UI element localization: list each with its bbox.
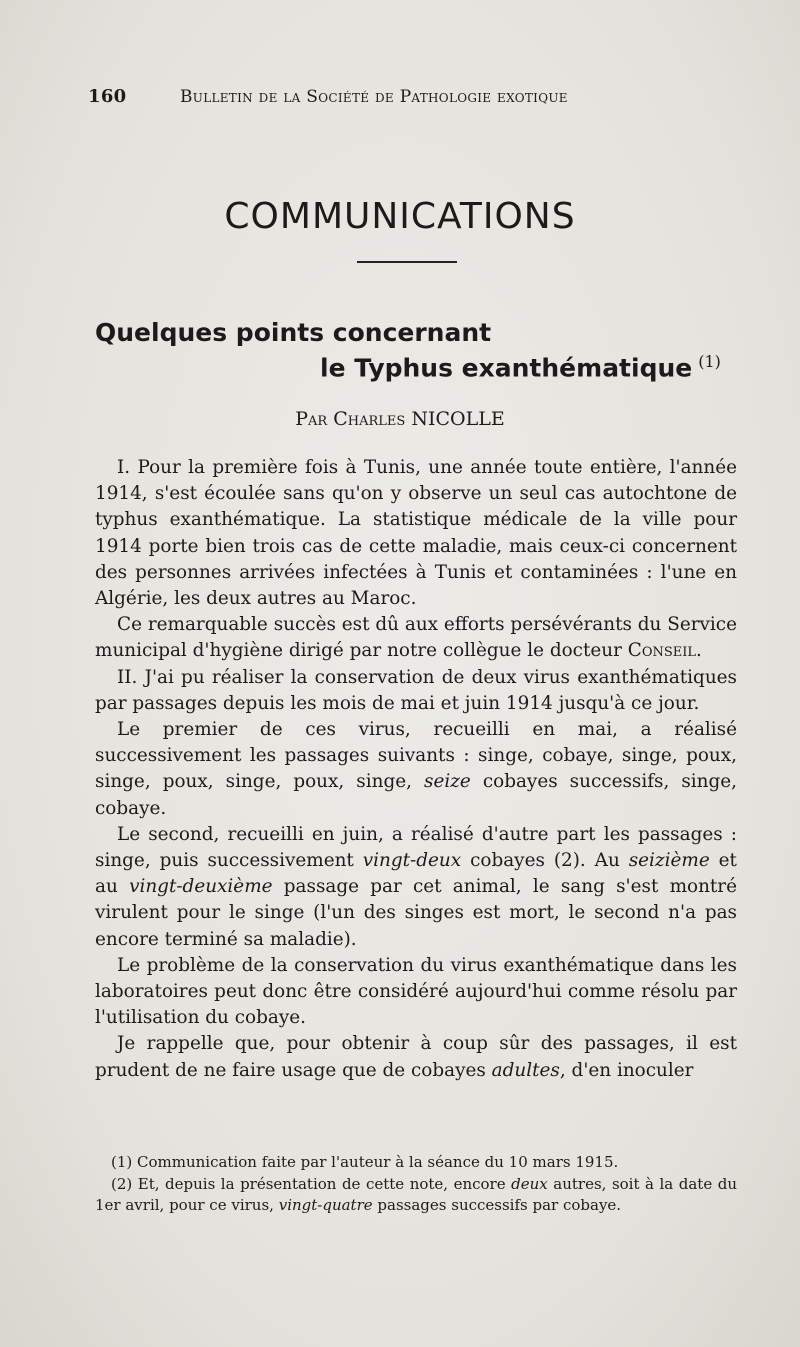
article-title-line-2 — [320, 352, 721, 382]
author-line — [0, 408, 800, 430]
paragraph-2-name: Conseil. — [627, 640, 702, 662]
paragraph-5 — [95, 822, 737, 953]
paragraph-3: II. J'ai pu réaliser la conservation de deux virus exanthématiques par passages depuis les mois de mai et juin 1914 jusqu'à ce jour. — [95, 666, 737, 714]
paragraph-7 — [95, 1031, 737, 1083]
paragraph-5-text-a: Le second, recueilli en juin, a réalisé d'autre part les passages : singe, puis successivement — [95, 823, 737, 872]
paragraph-4 — [95, 717, 737, 822]
paragraph-4-text-b: cobayes successifs, singe, cobaye. — [95, 771, 737, 819]
title-footnote-ref: (1) — [698, 352, 721, 371]
paragraph-5-text-b: cobayes (2). Au — [470, 850, 620, 872]
author-surname: NICOLLE — [411, 408, 505, 430]
footnote-1: (1) Communication faite par l'auteur à la séance du 10 mars 1915. — [111, 1153, 619, 1171]
paragraph-5-text-c: et au — [95, 850, 737, 898]
author-by: Par Charles — [295, 408, 406, 430]
footnotes — [95, 1152, 737, 1217]
footnote-2-italic-2: vingt-quatre — [278, 1196, 373, 1214]
footnote-2-text-c: passages successifs par cobaye. — [377, 1196, 622, 1214]
paragraph-4-text-a: Le premier de ces virus, recueilli en mai, a réalisé successivement les passages suivants : singe, cobaye, singe, poux, singe, poux, singe, poux, singe, — [95, 719, 737, 793]
article-title-line-1: Quelques points concernant — [95, 318, 492, 347]
paragraph-5-italic-3: vingt-deuxième — [129, 876, 273, 898]
running-header — [88, 86, 748, 112]
paragraph-7-text-b: , d'en inoculer — [559, 1059, 694, 1081]
paragraph-4-italic: seize — [424, 771, 471, 793]
page-number: 160 — [88, 86, 127, 107]
paragraph-1: I. Pour la première fois à Tunis, une année toute entière, l'année 1914, s'est écoulée sans qu'on y observe un seul cas autochtone de typhus exanthématique. La statistique médicale de la ville pour 1914 porte bien trois cas de cette maladie, mais ceux-ci concernent des personnes arrivées infectées à Tunis et contaminées : l'une en Algérie, les deux autres au Maroc. — [95, 457, 737, 610]
section-title: COMMUNICATIONS — [224, 196, 576, 237]
running-title: Bulletin de la Société de Pathologie exotique — [180, 87, 568, 107]
footnote-2 — [95, 1174, 737, 1217]
article-body — [95, 455, 737, 1084]
paragraph-6: Le problème de la conservation du virus exanthématique dans les laboratoires peut donc être considéré aujourd'hui comme résolu par l'utilisation du cobaye. — [95, 954, 737, 1029]
paragraph-2-text: Ce remarquable succès est dû aux efforts persévérants du Service municipal d'hygiène dirigé par notre collègue le docteur — [95, 614, 737, 662]
paragraph-5-italic-2: seizième — [628, 850, 710, 872]
paragraph-5-italic-1: vingt-deux — [362, 850, 462, 872]
paragraph-7-italic: adultes — [491, 1059, 560, 1081]
article-title-text: le Typhus exanthématique — [320, 353, 693, 383]
title-rule — [357, 261, 457, 263]
footnote-2-text-a: (2) Et, depuis la présentation de cette note, encore — [111, 1174, 506, 1193]
footnote-2-text-b: autres, soit à la date du 1er avril, pour ce virus, — [95, 1174, 737, 1214]
paragraph-7-text-a: Je rappelle que, pour obtenir à coup sûr des passages, il est prudent de ne faire usage que de cobayes — [95, 1033, 737, 1081]
paragraph-2 — [95, 612, 737, 664]
paragraph-5-text-d: passage par cet animal, le sang s'est montré virulent pour le singe (l'un des singes est mort, le second n'a pas encore terminé sa maladie). — [95, 876, 737, 950]
footnote-2-italic-1: deux — [511, 1174, 548, 1193]
